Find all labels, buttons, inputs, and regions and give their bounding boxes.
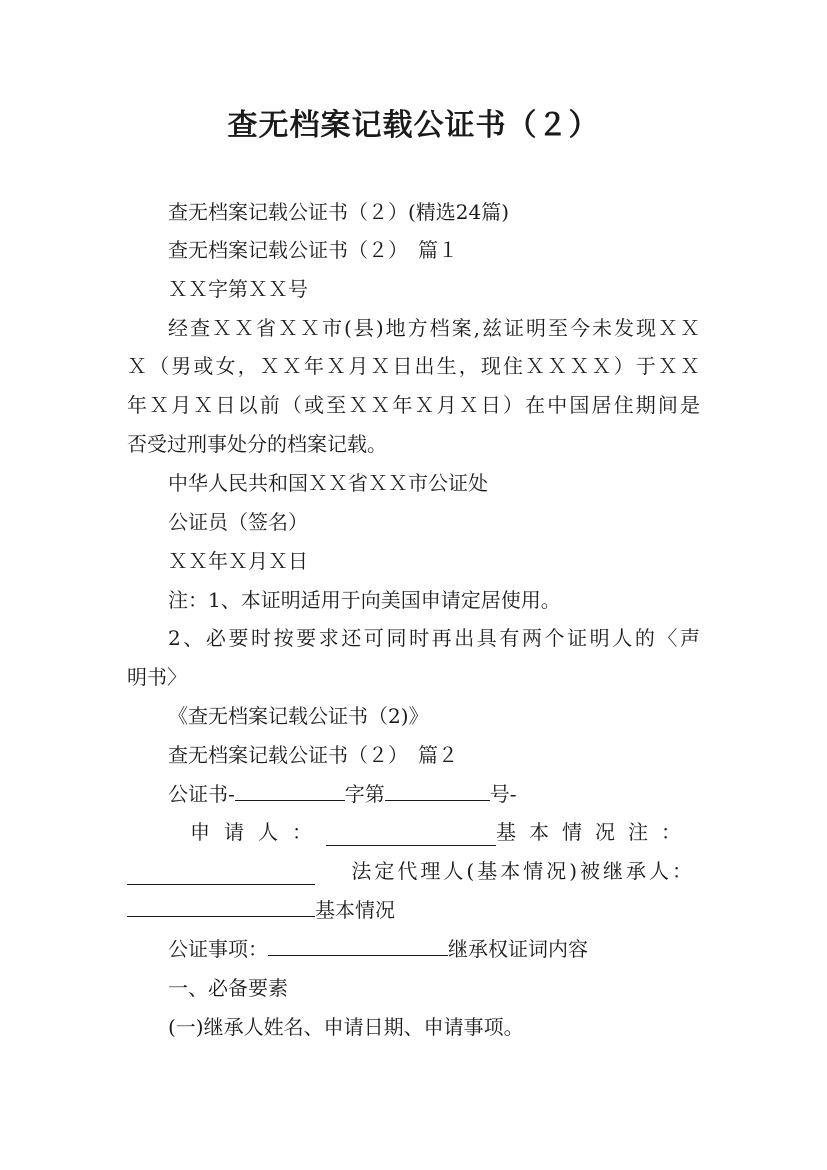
document-link-title: 《查无档案记载公证书（2)》 [168, 704, 429, 728]
section-heading-1: 查无档案记载公证书（２） 篇１ [168, 238, 458, 262]
certificate-number-line [168, 780, 748, 808]
legal-representative-label: 法定代理人(基本情况)被继承人： [351, 859, 695, 883]
blank-field [127, 898, 315, 917]
document-title: 查无档案记载公证书（２） [227, 108, 600, 143]
legal-representative-line [127, 857, 695, 885]
certificate-label: 公证书- [168, 782, 235, 806]
basic-info-note-label: 基本情况注： [496, 820, 694, 844]
blank-field [127, 866, 315, 885]
body-paragraph-line: Ｘ（男或女，ＸＸ年Ｘ月Ｘ日出生，现住ＸＸＸＸ）于ＸＸ [127, 354, 700, 378]
body-paragraph-line: 否受过刑事处分的档案记载。 [127, 432, 387, 456]
subtitle-line: 查无档案记载公证书（２）(精选24篇) [168, 200, 510, 224]
notary-matter-label: 公证事项： [168, 937, 268, 961]
applicant-line [190, 818, 694, 846]
blank-field [235, 782, 345, 801]
blank-field [326, 827, 496, 846]
notary-office-line: 中华人民共和国ＸＸ省ＸＸ市公证处 [168, 471, 488, 495]
body-paragraph-line: 经查ＸＸ省ＸＸ市(县)地方档案,兹证明至今未发现ＸＸ [168, 316, 700, 340]
section-heading-2: 查无档案记载公证书（２） 篇２ [168, 743, 458, 767]
certificate-char-label: 字第 [344, 782, 385, 806]
section-subitem-1: (一)继承人姓名、申请日期、申请事项。 [168, 1015, 524, 1039]
inheritance-content-label: 继承权证词内容 [448, 937, 588, 961]
document-number-line: ＸＸ字第ＸＸ号 [168, 277, 308, 301]
blank-field [385, 782, 490, 801]
blank-field [268, 937, 448, 956]
notary-signature-line: 公证员（签名） [168, 510, 308, 534]
applicant-label: 申请人： [190, 820, 326, 844]
notary-matter-line [168, 935, 748, 963]
note-line-2: 2、必要时按要求还可同时再出具有两个证明人的〈声 [168, 626, 700, 650]
basic-info-line [127, 896, 707, 924]
note-line-2-continued: 明书〉 [127, 665, 187, 689]
date-line: ＸＸ年Ｘ月Ｘ日 [168, 549, 308, 573]
basic-info-label: 基本情况 [315, 898, 395, 922]
section-item-1: 一、必备要素 [168, 976, 288, 1000]
certificate-number-label: 号- [489, 782, 517, 806]
note-line-1: 注：1、本证明适用于向美国申请定居使用。 [168, 588, 561, 612]
body-paragraph-line: 年Ｘ月Ｘ日以前（或至ＸＸ年Ｘ月Ｘ日）在中国居住期间是 [127, 393, 700, 417]
